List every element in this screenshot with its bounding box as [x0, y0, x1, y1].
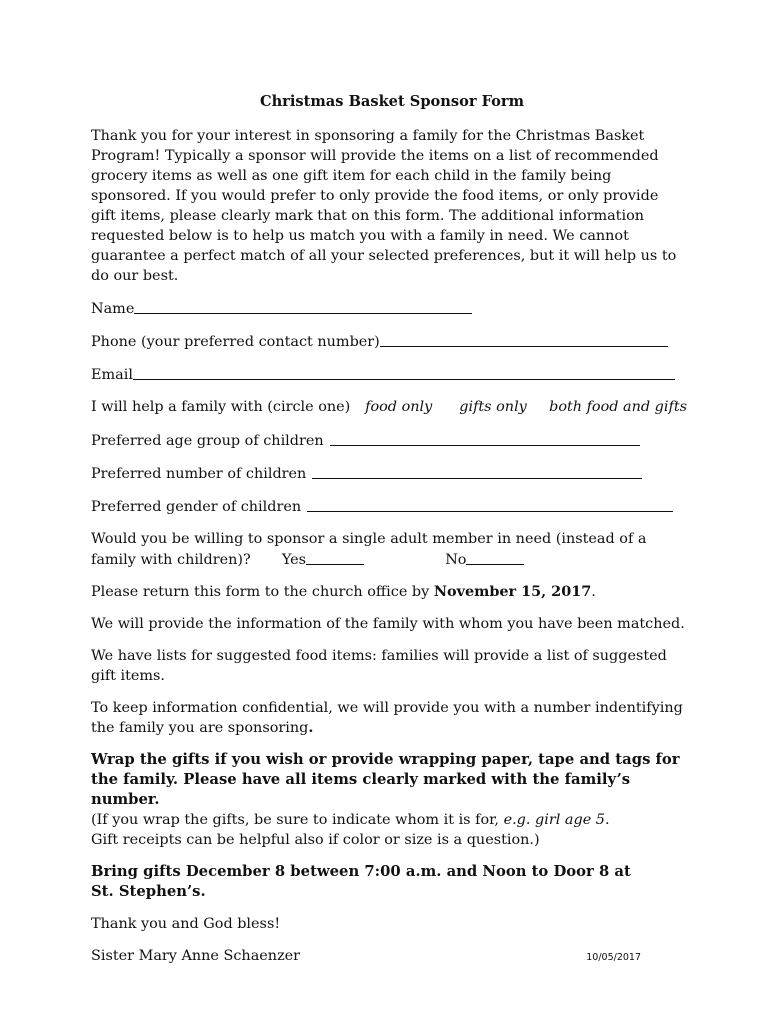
thanks-text: Thank you and God bless! — [91, 916, 281, 932]
receipts-note: Gift receipts can be helpful also if color or size is a question.) — [91, 832, 540, 848]
age-blank[interactable] — [330, 431, 640, 446]
bring-line-1: Bring gifts December 8 between 7:00 a.m. and Noon to Door 8 at — [91, 863, 631, 880]
gender-blank[interactable] — [307, 497, 673, 512]
single-adult-question — [91, 529, 687, 570]
confidential-text: To keep information confidential, we will provide you with a number indentifying the family you are sponsoring — [91, 700, 683, 736]
sponsor-form — [91, 92, 687, 968]
email-blank[interactable] — [133, 365, 675, 380]
option-food-only[interactable]: food only — [365, 399, 433, 415]
name-field-row — [91, 298, 687, 318]
wrap-note — [91, 810, 687, 830]
email-field-row — [91, 364, 687, 384]
return-date: November 15, 2017 — [433, 583, 592, 600]
wrap-bold-text: Wrap the gifts if you wish or provide wrapping paper, tape and tags for the family. Please have all items clearly marked with the family’s number. — [91, 751, 680, 808]
form-date: 10/05/2017 — [586, 952, 641, 963]
wrap-note-start: (If you wrap the gifts, be sure to indicate whom it is for, — [91, 812, 504, 828]
yes-label: Yes — [281, 552, 307, 568]
name-blank[interactable] — [134, 299, 472, 314]
option-both[interactable]: both food and gifts — [549, 399, 687, 415]
age-label: Preferred age group of children — [91, 433, 324, 449]
intro-paragraph: Thank you for your interest in sponsoring a family for the Christmas Basket Program! Typically a sponsor will provide the items on a list of recommended grocery items as well as one gift item for each child in the family being sponsored. If you would prefer to only provide the food items, or only provide gift items, please clearly mark that on this form. The additional information requested below is to help us match you with a family in need. We cannot guarantee a perfect match of all your selected preferences, but it will help us to do our best. — [91, 128, 677, 284]
help-choice-row — [91, 397, 687, 417]
option-gifts-only[interactable]: gifts only — [459, 399, 527, 415]
bring-line-2: St. Stephen’s. — [91, 883, 206, 900]
age-field-row — [91, 430, 687, 450]
help-label: I will help a family with (circle one) — [91, 399, 351, 415]
yes-blank[interactable] — [306, 550, 364, 565]
phone-label: Phone (your preferred contact number) — [91, 334, 380, 350]
return-instructions — [91, 582, 687, 602]
gender-field-row — [91, 496, 687, 516]
confidential-end: . — [308, 719, 314, 736]
no-label: No — [445, 552, 467, 568]
return-text: Please return this form to the church office by — [91, 584, 434, 600]
single-adult-text: Would you be willing to sponsor a single adult member in need (instead of a family with children)? — [91, 531, 647, 568]
form-title: Christmas Basket Sponsor Form — [259, 93, 525, 110]
bring-gifts-instructions — [91, 862, 687, 902]
confidential-info — [91, 698, 687, 738]
lists-info: We have lists for suggested food items: families will provide a list of suggested gift items. — [91, 648, 667, 684]
no-blank[interactable] — [466, 550, 524, 565]
provide-info: We will provide the information of the family with whom you have been matched. — [91, 616, 685, 632]
number-blank[interactable] — [312, 464, 642, 479]
wrap-note-end: . — [604, 812, 610, 828]
signature-name: Sister Mary Anne Schaenzer — [91, 948, 301, 964]
signature-row — [91, 946, 687, 968]
email-label: Email — [91, 367, 133, 383]
wrap-note-example: e.g. girl age 5 — [503, 812, 605, 828]
phone-field-row — [91, 331, 687, 351]
phone-blank[interactable] — [380, 332, 668, 347]
name-label: Name — [91, 301, 135, 317]
wrap-instructions — [91, 750, 687, 850]
number-field-row — [91, 463, 687, 483]
gender-label: Preferred gender of children — [91, 499, 302, 515]
return-end: . — [591, 584, 596, 600]
number-label: Preferred number of children — [91, 466, 307, 482]
